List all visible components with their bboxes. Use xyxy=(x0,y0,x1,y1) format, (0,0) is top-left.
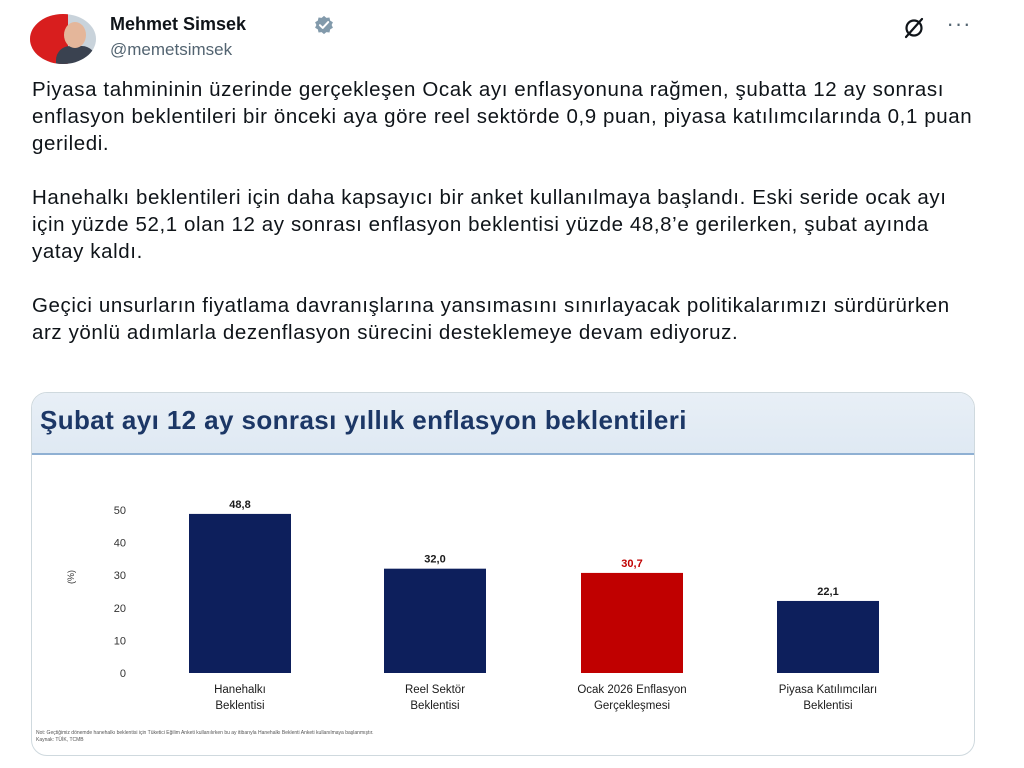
x-tick-label: Gerçekleşmesi xyxy=(593,700,671,712)
bar xyxy=(581,573,683,673)
bar xyxy=(777,601,879,673)
tweet-paragraph: Piyasa tahmininin üzerinde gerçekleşen Ocak ayı enflasyonuna rağmen, şubatta 12 ay sonrası enflasyon beklentileri bir önceki aya göre reel sektörde 0,9 puan, piyasa katılımcılarında 0,1 puan geriledi. xyxy=(32,78,973,155)
card-header xyxy=(32,393,974,453)
x-tick-label: Beklentisi xyxy=(803,700,853,712)
x-tick-label: Reel Sektör xyxy=(404,684,466,696)
y-tick-label: 50 xyxy=(113,505,126,517)
y-tick-label: 20 xyxy=(113,602,126,615)
tweet-paragraph: Hanehalkı beklentileri için daha kapsayıcı bir anket kullanılmaya başlandı. Eski seride ocak ayı için yüzde 52,1 olan 12 ay sonrası enflasyon beklentisi yüzde 48,8’e gerilerken, şubat ayında yatay kaldı. xyxy=(32,186,947,263)
bar xyxy=(384,569,486,673)
y-tick-label: 40 xyxy=(113,537,126,550)
grok-icon[interactable] xyxy=(902,16,926,40)
chart-source-text: Kaynak: TÜİK, TCMB xyxy=(36,737,84,743)
verified-badge-icon xyxy=(314,15,334,35)
x-tick-label: Beklentisi xyxy=(410,700,460,712)
chart-note-text: Not: Geçtiğimiz dönemde hanehalkı beklentisi için Tüketici Eğilim Anketi kullanılırken bu ay itibarıyla Hanehalkı Beklenti Anketi kullanılmaya başlanmıştır. xyxy=(36,730,374,736)
tweet-paragraph: Geçici unsurların fiyatlama davranışlarına yansımasını sınırlayacak politikalarımızı sürdürürken arz yönlü adımlarla dezenflasyon sürecini desteklemeye devam ediyoruz. xyxy=(32,294,950,344)
x-tick-label: Hanehalkı xyxy=(214,684,266,696)
x-tick-label: Piyasa Katılımcıları xyxy=(778,684,878,696)
data-label: 22,1 xyxy=(817,585,839,598)
tweet-body xyxy=(32,76,982,373)
y-tick-label: 30 xyxy=(113,570,126,583)
media-card[interactable] xyxy=(31,392,975,756)
y-tick-label: 10 xyxy=(113,635,126,648)
data-label: 48,8 xyxy=(229,498,251,511)
author-handle[interactable]: @memetsimsek xyxy=(110,40,233,59)
avatar[interactable] xyxy=(30,14,96,64)
data-label: 30,7 xyxy=(621,557,643,570)
x-tick-label: Ocak 2026 Enflasyon xyxy=(577,684,687,696)
y-tick-label: 0 xyxy=(119,668,126,680)
chart-note xyxy=(36,730,374,744)
data-label: 32,0 xyxy=(424,553,446,566)
x-tick-label: Beklentisi xyxy=(215,700,265,712)
more-icon[interactable]: ··· xyxy=(946,11,972,36)
chart-title: Şubat ayı 12 ay sonrası yıllık enflasyon beklentileri xyxy=(40,405,687,435)
y-axis-label: (%) xyxy=(66,570,76,584)
author-name[interactable]: Mehmet Simsek xyxy=(110,14,247,34)
bar-chart xyxy=(32,455,974,735)
bar xyxy=(189,514,291,673)
